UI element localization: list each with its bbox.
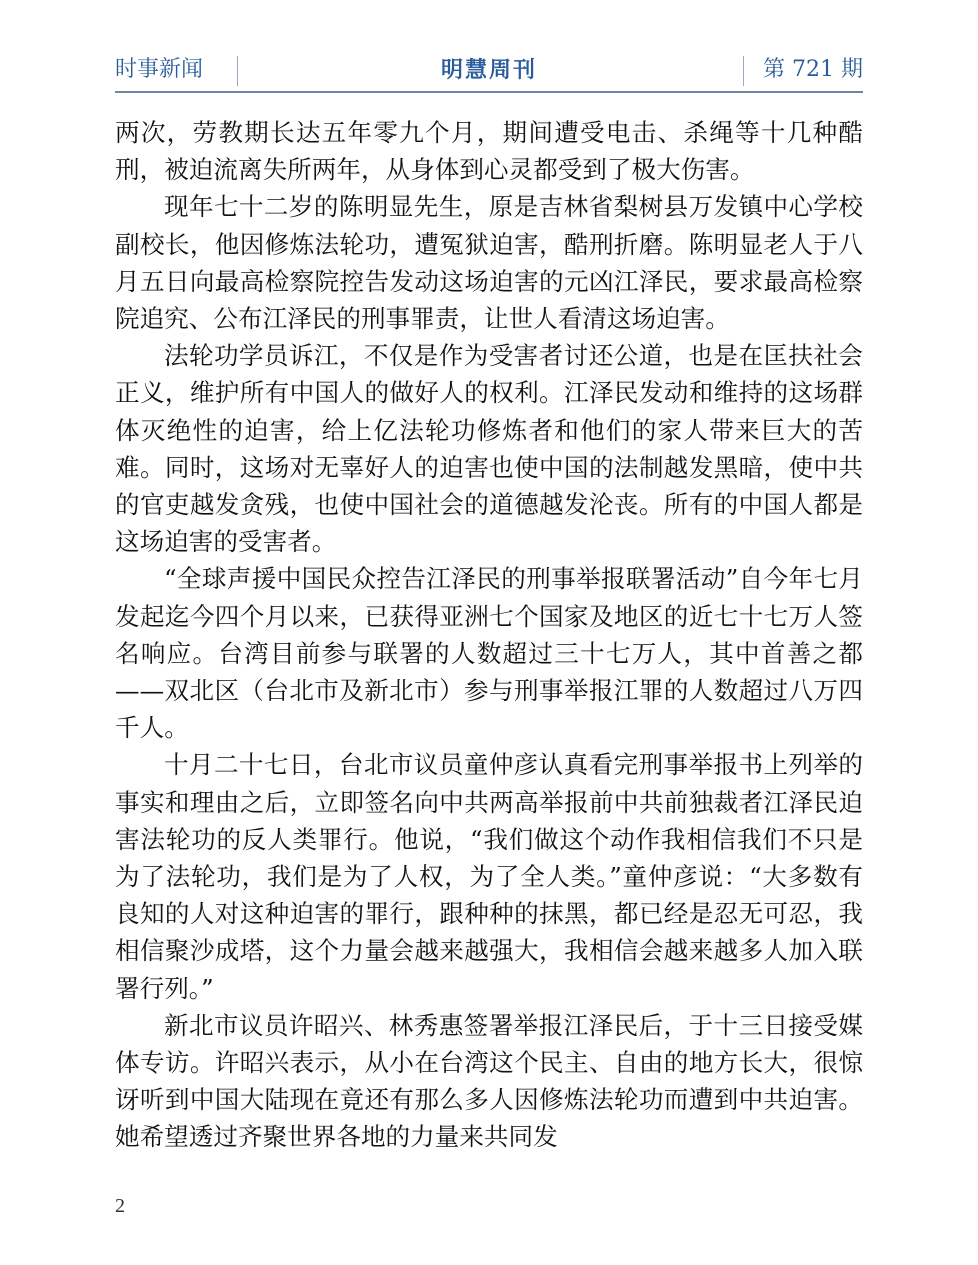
paragraph-3: 法轮功学员诉江，不仅是作为受害者讨还公道，也是在匡扶社会正义，维护所有中国人的做好人的权利。江泽民发动和维持的这场群体灭绝性的迫害，给上亿法轮功修炼者和他们的家人带来巨大的苦难。同时，这场对无辜好人的迫害也使中国的法制越发黑暗，使中共的官吏越发贪残，也使中国社会的道德越发沦丧。所有的中国人都是这场迫害的受害者。 [115, 341, 863, 557]
paragraph-4: “全球声援中国民众控告江泽民的刑事举报联署活动”自今年七月发起迄今四个月以来，已获得亚洲七个国家及地区的近七十七万人签名响应。台湾目前参与联署的人数超过三十七万人，其中首善之都——双北区（台北市及新北市）参与刑事举报江罪的人数超过八万四千人。 [115, 564, 863, 743]
issue-number: 第 721 期 [763, 57, 863, 82]
paragraph-5: 十月二十七日，台北市议员童仲彦认真看完刑事举报书上列举的事实和理由之后，立即签名向中共两高举报前中共前独裁者江泽民迫害法轮功的反人类罪行。他说，“我们做这个动作我相信我们不只是为了法轮功，我们是为了人权，为了全人类。”童仲彦说：“大多数有良知的人对这种迫害的罪行，跟种种的抹黑，都已经是忍无可忍，我相信聚沙成塔，这个力量会越来越强大，我相信会越来越多人加入联署行列。” [115, 750, 863, 1003]
paragraph-2: 现年七十二岁的陈明显先生，原是吉林省梨树县万发镇中心学校副校长，他因修炼法轮功，遭冤狱迫害，酷刑折磨。陈明显老人于八月五日向最高检察院控告发动这场迫害的元凶江泽民，要求最高检察院追究、公布江泽民的刑事罪责，让世人看清这场迫害。 [115, 192, 863, 334]
page-number: 2 [115, 1195, 125, 1217]
section-label: 时事新闻 [115, 57, 204, 82]
header-divider-right [743, 56, 744, 86]
page-header [115, 52, 863, 92]
paragraph-6: 新北市议员许昭兴、林秀惠签署举报江泽民后，于十三日接受媒体专访。许昭兴表示，从小在台湾这个民主、自由的地方长大，很惊讶听到中国大陆现在竟还有那么多人因修炼法轮功而遭到中共迫害。她希望透过齐聚世界各地的力量来共同发 [115, 1010, 863, 1152]
header-rule [115, 91, 863, 93]
paragraph-1: 两次，劳教期长达五年零九个月，期间遭受电击、杀绳等十几种酷刑，被迫流离失所两年，从身体到心灵都受到了极大伤害。 [115, 118, 863, 185]
publication-title: 明慧周刊 [440, 57, 537, 83]
article-body [115, 114, 863, 1156]
